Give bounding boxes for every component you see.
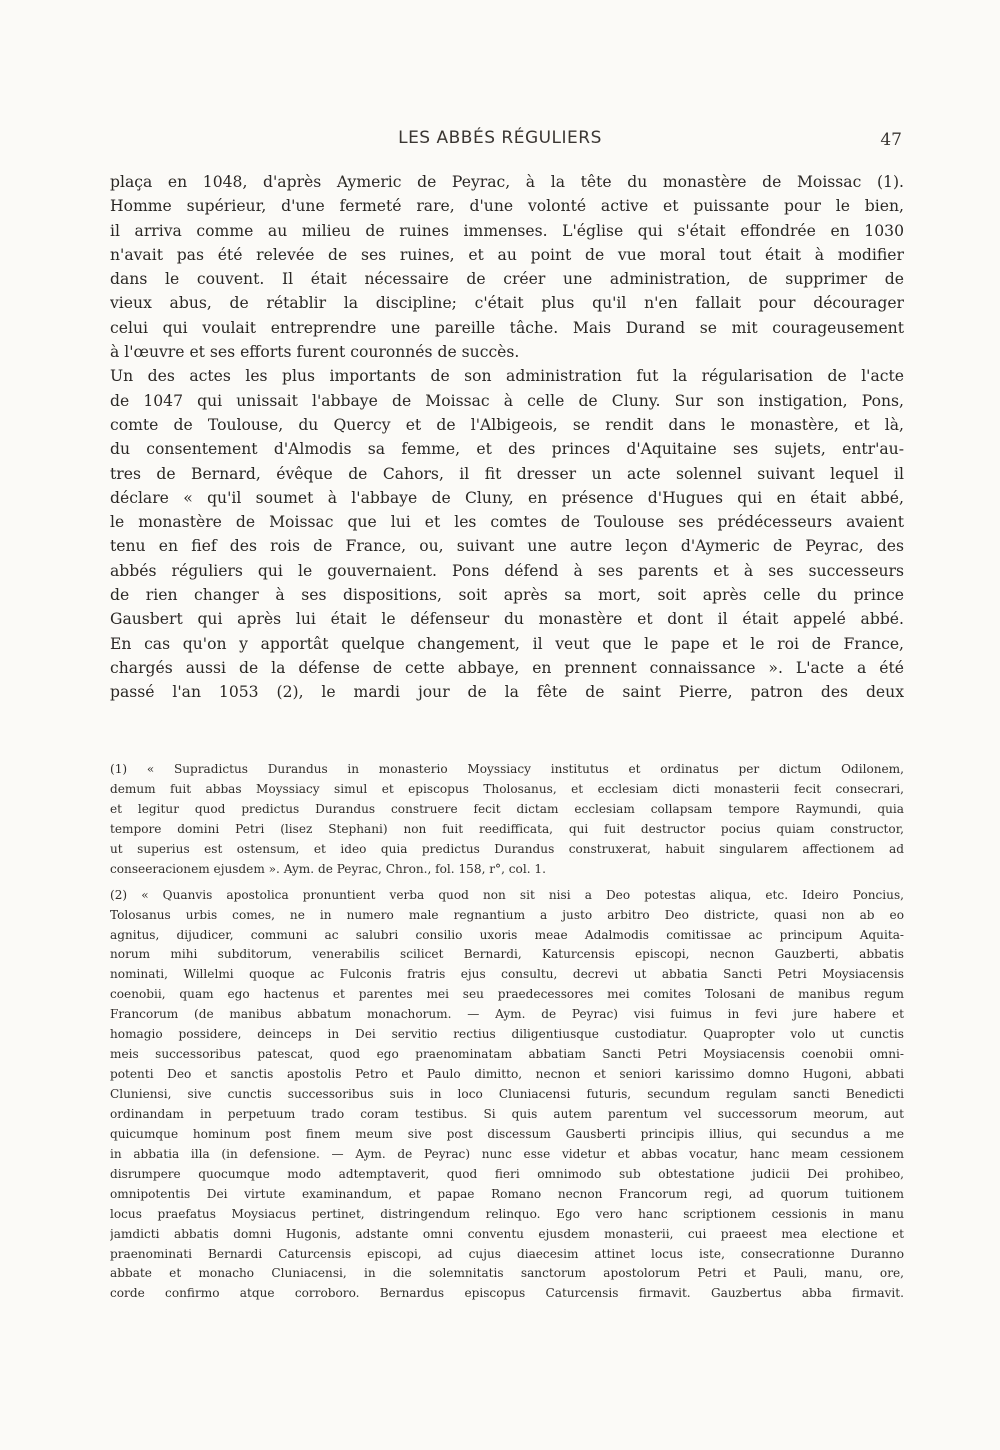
text-line: abbés réguliers qui le gouvernaient. Pons défend à ses parents et à ses successeurs (110, 561, 904, 580)
footnote-line: disrumpere quocumque modo adtemptaverit, quod fieri omnimodo sub obtestatione judicii Dei prohibeo, (110, 1166, 904, 1181)
text-line: tres de Bernard, évêque de Cahors, il fit dresser un acte solennel suivant lequel il (110, 464, 904, 483)
footnote-line: ut superius est ostensum, et ideo quia predictus Durandus construxerat, habuit singularem affectionem ad (110, 841, 904, 856)
footnote-line: conseeracionem ejusdem ». Aym. de Peyrac, Chron., fol. 158, r°, col. 1. (110, 861, 546, 876)
footnote-line: corde confirmo atque corroboro. Bernardus episcopus Caturcensis firmavit. Gauzbertus abba firmavit. (110, 1286, 904, 1301)
footnote-line: demum fuit abbas Moyssiacy simul et episcopus Tholosanus, et ecclesiam dicti monasterii fecit consecrari, (110, 781, 904, 796)
main-text (110, 170, 904, 705)
text-line: chargés aussi de la défense de cette abbaye, en prennent connaissance ». L'acte a été (110, 658, 904, 677)
footnote-line: Tolosanus urbis comes, ne in numero male regnantium a justo arbitro Deo districte, quasi non ab eo (110, 907, 904, 922)
footnote-line: agnitus, dijudicer, communi ac salubri consilio uxoris meae Adalmodis comitissae ac principum Aquita- (110, 927, 904, 942)
footnote-line: norum mihi subditorum, venerabilis scilicet Bernardi, Katurcensis episcopi, necnon Gauzberti, abbatis (110, 947, 904, 962)
text-line: déclare « qu'il soumet à l'abbaye de Cluny, en présence d'Hugues qui en était abbé, (110, 488, 904, 507)
footnote-line: (2) « Quanvis apostolica pronuntient verba quod non sit nisi a Deo potestas aliqua, etc. Ideiro Poncius, (110, 887, 904, 902)
footnote-line: abbate et monacho Cluniacensi, in die solemnitatis sanctorum apostolorum Petri et Pauli, manu, ore, (110, 1266, 904, 1281)
footnote-line: ordinandam in perpetuum trado coram testibus. Si quis autem parentum vel successorum meorum, aut (110, 1106, 904, 1121)
page-number: 47 (880, 130, 902, 150)
text-line: du consentement d'Almodis sa femme, et des princes d'Aquitaine ses sujets, entr'au- (110, 440, 904, 459)
footnote-line: quicumque hominum post finem meum sive post discessum Gausberti principis illius, qui secundus a me (110, 1126, 904, 1141)
text-line: le monastère de Moissac que lui et les comtes de Toulouse ses prédécesseurs avaient (110, 513, 904, 532)
footnote-line: tempore domini Petri (lisez Stephani) non fuit reedifficata, qui fuit destructor pocius quiam constructor, (110, 821, 904, 836)
text-line: vieux abus, de rétablir la discipline; c'était plus qu'il n'en fallait pour décourager (110, 294, 904, 313)
footnote-line: nominati, Willelmi quoque ac Fulconis fratris ejus consultu, decrevi ut abbatia Sancti Petri Moysiacensis (110, 967, 904, 982)
text-line: tenu en fief des rois de France, ou, suivant une autre leçon d'Aymeric de Peyrac, des (110, 537, 904, 556)
footnote-line: potenti Deo et sanctis apostolis Petro et Paulo dimitto, necnon et seniori karissimo domno Hugoni, abbati (110, 1067, 904, 1082)
footnote-line: coenobii, quam ego hactenus et parentes mei seu praedecessores mei comites Tolosani de manibus regum (110, 987, 904, 1002)
text-line: à l'œuvre et ses efforts furent couronnés de succès. (110, 343, 520, 362)
footnote-line: Francorum (de manibus abbatum monachorum. — Aym. de Peyrac) visi fuimus in fevi jure habere et (110, 1007, 904, 1022)
text-line: plaça en 1048, d'après Aymeric de Peyrac, à la tête du monastère de Moissac (1). (110, 173, 904, 191)
text-line: de 1047 qui unissait l'abbaye de Moissac à celle de Cluny. Sur son instigation, Pons, (110, 391, 904, 410)
text-line: dans le couvent. Il était nécessaire de créer une administration, de supprimer de (110, 270, 904, 289)
footnote-1 (110, 760, 904, 880)
footnote-line: homagio possidere, deinceps in Dei servitio rectius diligentiusque custodiatur. Quapropter volo ut cunctis (110, 1027, 904, 1042)
footnote-line: jamdicti abbatis domni Hugonis, adstante omni conventu ejusdem monasterii, cui praeest mea electione et (110, 1226, 904, 1241)
text-line: celui qui voulait entreprendre une pareille tâche. Mais Durand se mit courageusement (110, 318, 904, 337)
text-line: de rien changer à ses dispositions, soit après sa mort, soit après celle du prince (110, 586, 904, 605)
text-line: Homme supérieur, d'une fermeté rare, d'une volonté active et puissante pour le bien, (110, 197, 904, 216)
text-line: En cas qu'on y apportât quelque changement, il veut que le pape et le roi de France, (110, 634, 904, 653)
footnote-line: praenominati Bernardi Caturcensis episcopi, ad cujus diaecesim attinet locus iste, consecrationne Duranno (110, 1246, 904, 1261)
text-line: n'avait pas été relevée de ses ruines, et au point de vue moral tout était à modifier (110, 245, 904, 264)
text-line: il arriva comme au milieu de ruines immenses. L'église qui s'était effondrée en 1030 (110, 221, 904, 240)
text-line: Gausbert qui après lui était le défenseur du monastère et dont il était appelé abbé. (110, 610, 904, 629)
text-line: Un des actes les plus importants de son administration fut la régularisation de l'acte (110, 367, 904, 386)
page-header (0, 128, 1000, 154)
footnote-2 (110, 886, 904, 1305)
text-line: comte de Toulouse, du Quercy et de l'Albigeois, se rendit dans le monastère, et là, (110, 415, 904, 434)
footnote-line: Cluniensi, sive cunctis successoribus suis in loco Cluniacensi futuris, secundum regulam sancti Benedicti (110, 1087, 904, 1101)
footnotes (110, 760, 904, 1304)
footnote-line: omnipotentis Dei virtute examinandum, et papae Romano necnon Francorum regi, ad quorum tuitionem (110, 1186, 904, 1201)
footnote-line: (1) « Supradictus Durandus in monasterio Moyssiacy institutus et ordinatus per dictum Odilonem, (110, 762, 904, 776)
footnote-line: locus praefatus Moysiacus pertinet, distringendum relinquo. Ego vero hanc scriptionem cessionis in manu (110, 1206, 904, 1221)
running-title: LES ABBÉS RÉGULIERS (398, 128, 602, 148)
footnote-line: meis successoribus patescat, quod ego praenominatam abbatiam Sancti Petri Moysiacensis coenobii omni- (110, 1047, 904, 1062)
footnote-line: in abbatia illa (in defensione. — Aym. de Peyrac) nunc esse videtur et abbas vocatur, hanc meam cessionem (110, 1146, 904, 1161)
text-line: passé l'an 1053 (2), le mardi jour de la fête de saint Pierre, patron des deux (110, 683, 904, 702)
footnote-line: et legitur quod predictus Durandus construere fecit dictam ecclesiam collapsam tempore Raymundi, quia (110, 801, 904, 816)
